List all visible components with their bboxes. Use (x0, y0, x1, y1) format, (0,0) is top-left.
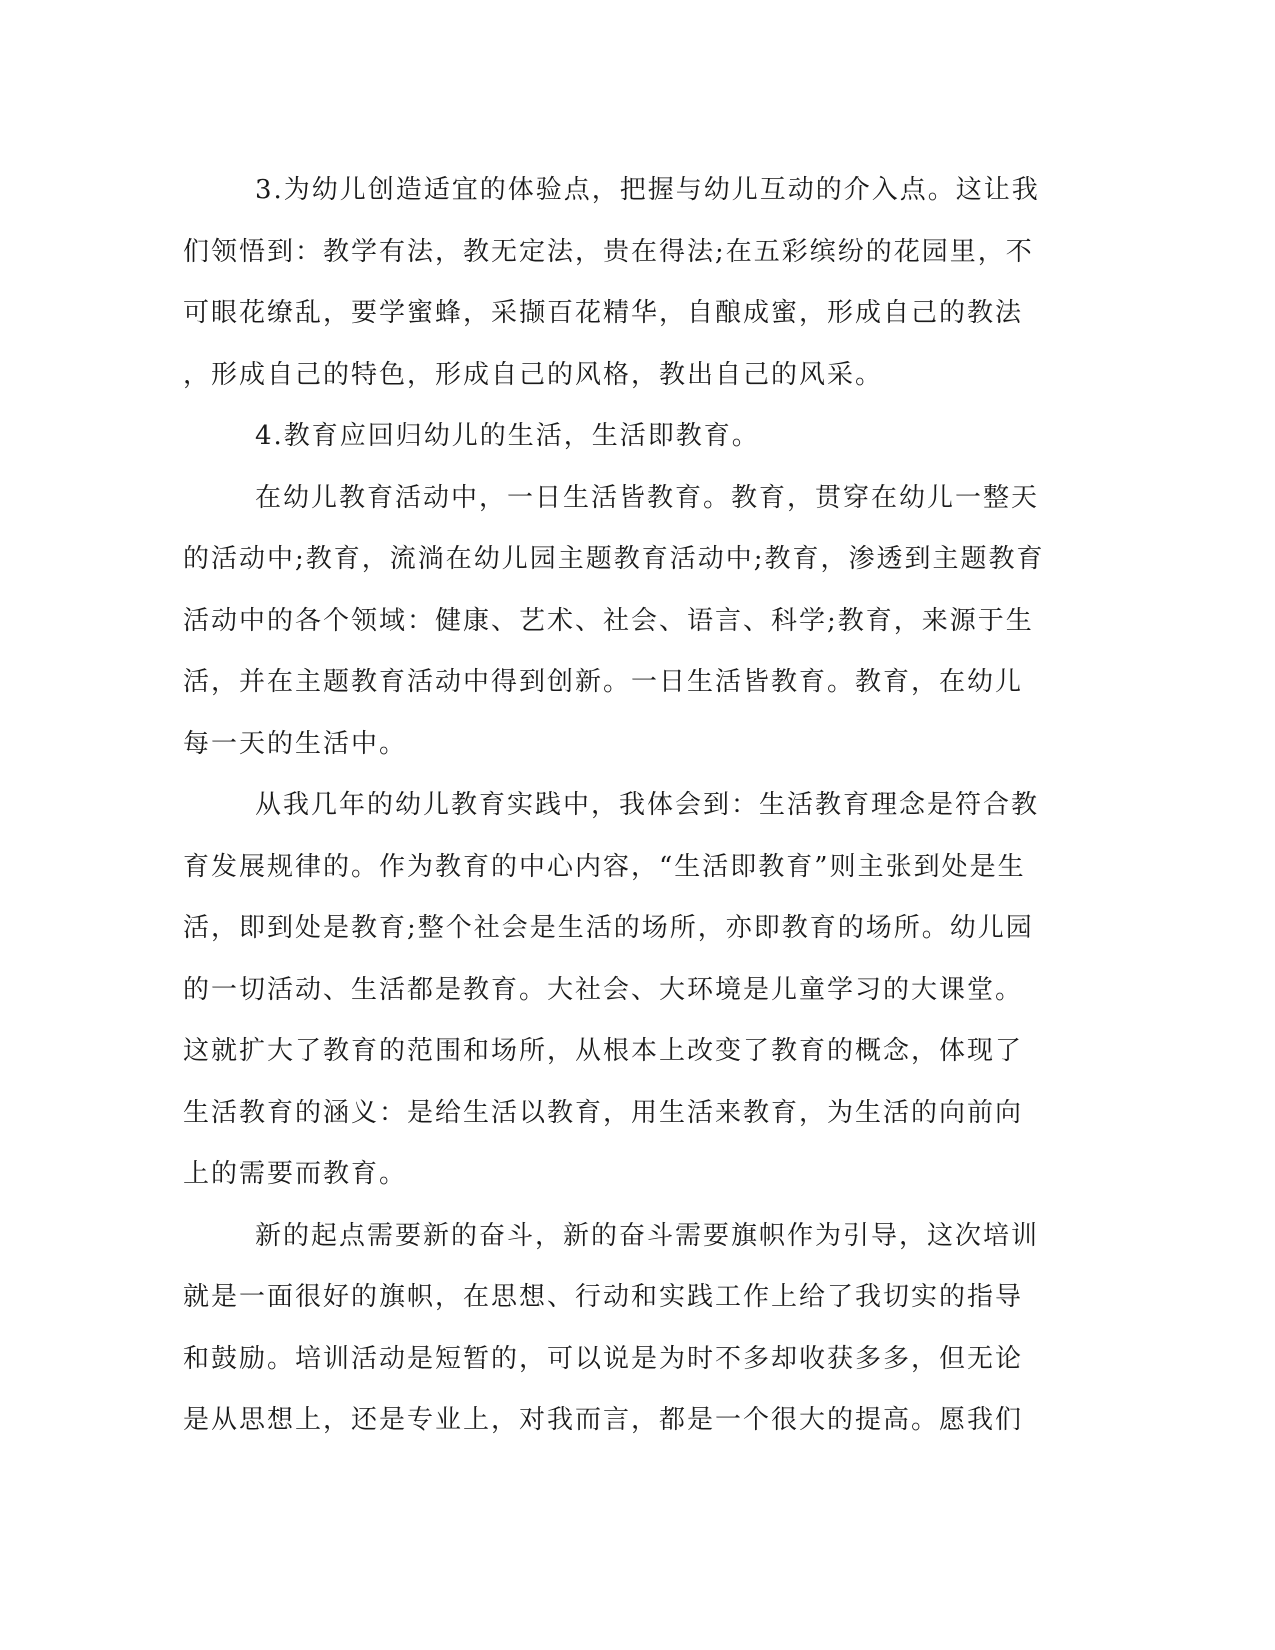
text-line: 的一切活动、生活都是教育。大社会、大环境是儿童学习的大课堂。 (183, 974, 1024, 1005)
text-line: 3.为幼儿创造适宜的体验点，把握与幼儿互动的介入点。这让我 (255, 175, 1040, 205)
text-line: 从我几年的幼儿教育实践中，我体会到：生活教育理念是符合教 (255, 790, 1040, 820)
text-line: 们领悟到：教学有法，教无定法，贵在得法;在五彩缤纷的花园里，不 (183, 236, 1034, 267)
text-line: 育发展规律的。作为教育的中心内容，“生活即教育”则主张到处是生 (183, 851, 1026, 882)
text-line: 是从思想上，还是专业上，对我而言，都是一个很大的提高。愿我们 (183, 1405, 1024, 1435)
text-line: 4.教育应回归幼儿的生活，生活即教育。 (255, 421, 760, 451)
text-line: 的活动中;教育，流淌在幼儿园主题教育活动中;教育，渗透到主题教育 (183, 544, 1045, 574)
text-line: 可眼花缭乱，要学蜜蜂，采撷百花精华，自酿成蜜，形成自己的教法 (183, 298, 1024, 328)
text-line: 这就扩大了教育的范围和场所，从根本上改变了教育的概念，体现了 (183, 1036, 1024, 1066)
text-line: 活，即到处是教育;整个社会是生活的场所，亦即教育的场所。幼儿园 (183, 913, 1034, 943)
text-line: 每一天的生活中。 (183, 728, 408, 759)
text-line: 生活教育的涵义：是给生活以教育，用生活来教育，为生活的向前向 (183, 1097, 1024, 1128)
text-line: ，形成自己的特色，形成自己的风格，教出自己的风采。 (183, 359, 884, 390)
text-line: 活动中的各个领域：健康、艺术、社会、语言、科学;教育，来源于生 (183, 605, 1034, 636)
text-line: 就是一面很好的旗帜，在思想、行动和实践工作上给了我切实的指导 (183, 1282, 1024, 1312)
text-line: 在幼儿教育活动中，一日生活皆教育。教育，贯穿在幼儿一整天 (255, 482, 1040, 513)
text-line: 和鼓励。培训活动是短暂的，可以说是为时不多却收获多多，但无论 (183, 1343, 1024, 1374)
body-text (183, 160, 1043, 1452)
text-line: 上的需要而教育。 (183, 1159, 408, 1189)
text-line: 活，并在主题教育活动中得到创新。一日生活皆教育。教育，在幼儿 (183, 667, 1024, 697)
text-line: 新的起点需要新的奋斗，新的奋斗需要旗帜作为引导，这次培训 (255, 1220, 1040, 1251)
